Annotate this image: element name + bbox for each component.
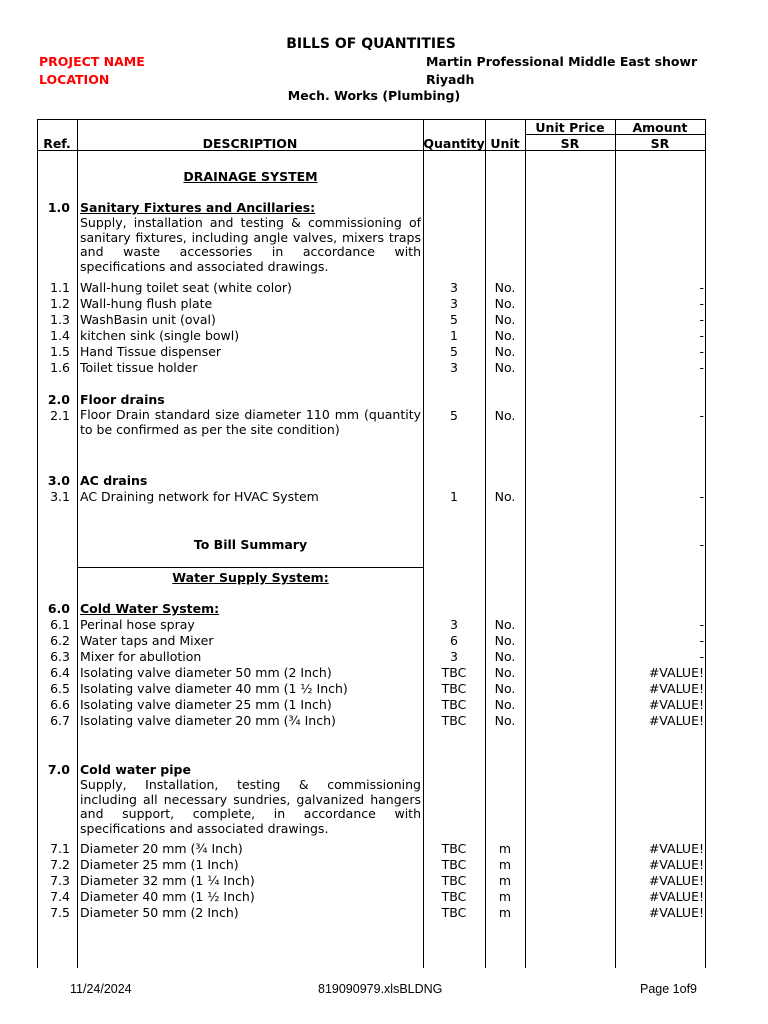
item-quantity: 3 xyxy=(450,280,458,295)
table-row xyxy=(37,857,706,873)
column-header-unit: Unit xyxy=(490,136,520,151)
item-quantity: TBC xyxy=(441,889,467,904)
section-description: Supply, installation and testing & commissioning of sanitary fixtures, including angle valves, mixers traps and waste accessories in accordance with specifications and associated drawings. xyxy=(80,215,421,274)
item-description: kitchen sink (single bowl) xyxy=(80,328,240,343)
table-row xyxy=(37,360,706,376)
item-ref: 3.1 xyxy=(50,489,70,504)
item-ref: 6.2 xyxy=(50,633,70,648)
item-amount: #VALUE! xyxy=(648,713,704,728)
item-quantity: 6 xyxy=(450,633,458,648)
item-unit: No. xyxy=(494,312,516,327)
item-description: Water taps and Mixer xyxy=(80,633,214,648)
item-quantity: TBC xyxy=(441,697,467,712)
item-description: Hand Tissue dispenser xyxy=(80,344,222,359)
bill-summary-amount: - xyxy=(699,537,704,552)
table-row xyxy=(37,665,706,681)
item-description: Diameter 25 mm (1 Inch) xyxy=(80,857,239,872)
item-amount: - xyxy=(699,296,704,311)
item-amount: #VALUE! xyxy=(648,905,704,920)
item-amount: - xyxy=(699,649,704,664)
item-ref: 1.3 xyxy=(50,312,70,327)
item-amount: - xyxy=(699,280,704,295)
item-ref: 1.6 xyxy=(50,360,70,375)
item-ref: 1.4 xyxy=(50,328,70,343)
item-quantity: 3 xyxy=(450,617,458,632)
item-description: Diameter 40 mm (1 ½ Inch) xyxy=(80,889,255,904)
item-amount: - xyxy=(699,344,704,359)
table-row xyxy=(37,713,706,729)
location-label: LOCATION xyxy=(39,72,110,87)
item-ref: 1.5 xyxy=(50,344,70,359)
item-ref: 7.5 xyxy=(50,905,70,920)
section-ref: 2.0 xyxy=(47,392,70,407)
section-row-6 xyxy=(37,601,706,617)
item-quantity: TBC xyxy=(441,905,467,920)
table-row xyxy=(37,312,706,328)
section-title: AC drains xyxy=(80,473,148,488)
footer-filename: 819090979.xlsBLDNG xyxy=(318,982,443,996)
item-description: Wall-hung flush plate xyxy=(80,296,213,311)
item-amount: #VALUE! xyxy=(648,889,704,904)
item-description: Isolating valve diameter 25 mm (1 Inch) xyxy=(80,697,332,712)
item-quantity: 1 xyxy=(450,489,458,504)
item-amount: #VALUE! xyxy=(648,697,704,712)
table-row xyxy=(37,889,706,905)
item-unit: No. xyxy=(494,633,516,648)
section-heading-drainage: DRAINAGE SYSTEM xyxy=(183,169,318,184)
table-row xyxy=(37,905,706,921)
column-header-amount-currency: SR xyxy=(650,136,670,151)
item-amount: - xyxy=(699,489,704,504)
item-quantity: TBC xyxy=(441,681,467,696)
item-amount: #VALUE! xyxy=(648,873,704,888)
item-unit: No. xyxy=(494,296,516,311)
boq-table xyxy=(37,119,706,968)
item-quantity: 1 xyxy=(450,328,458,343)
item-description: Diameter 32 mm (1 ¼ Inch) xyxy=(80,873,255,888)
section-ref: 6.0 xyxy=(47,601,70,616)
item-unit: No. xyxy=(494,344,516,359)
item-ref: 7.2 xyxy=(50,857,70,872)
table-row xyxy=(37,697,706,713)
item-amount: #VALUE! xyxy=(648,841,704,856)
item-ref: 2.1 xyxy=(50,408,70,423)
item-description: Toilet tissue holder xyxy=(80,360,198,375)
item-unit: m xyxy=(498,905,512,920)
item-unit: m xyxy=(498,889,512,904)
item-quantity: 5 xyxy=(450,344,458,359)
item-description: Isolating valve diameter 50 mm (2 Inch) xyxy=(80,665,332,680)
table-row xyxy=(37,344,706,360)
footer-page-number: Page 1of9 xyxy=(640,982,697,996)
item-ref: 1.1 xyxy=(50,280,70,295)
table-row xyxy=(37,681,706,697)
item-ref: 6.6 xyxy=(50,697,70,712)
item-quantity: TBC xyxy=(441,665,467,680)
item-unit: m xyxy=(498,873,512,888)
grid-line xyxy=(77,567,423,568)
item-description: WashBasin unit (oval) xyxy=(80,312,216,327)
item-quantity: TBC xyxy=(441,873,467,888)
item-ref: 7.1 xyxy=(50,841,70,856)
item-unit: No. xyxy=(494,617,516,632)
item-quantity: TBC xyxy=(441,857,467,872)
item-description: Isolating valve diameter 40 mm (1 ½ Inch) xyxy=(80,681,348,696)
item-unit: m xyxy=(498,857,512,872)
item-ref: 7.4 xyxy=(50,889,70,904)
item-ref: 7.3 xyxy=(50,873,70,888)
section-row-2 xyxy=(37,392,706,408)
item-description: Diameter 20 mm (¾ Inch) xyxy=(80,841,243,856)
item-amount: - xyxy=(699,328,704,343)
item-amount: - xyxy=(699,312,704,327)
column-header-unit-price-currency: SR xyxy=(560,136,580,151)
footer-date: 11/24/2024 xyxy=(70,982,132,996)
item-description: Perinal hose spray xyxy=(80,617,195,632)
item-amount: - xyxy=(699,360,704,375)
item-unit: No. xyxy=(494,681,516,696)
project-name-label: PROJECT NAME xyxy=(39,54,145,69)
section-title: Sanitary Fixtures and Ancillaries: xyxy=(80,200,316,215)
item-description: Isolating valve diameter 20 mm (¾ Inch) xyxy=(80,713,336,728)
table-row xyxy=(37,617,706,633)
section-row-1 xyxy=(37,200,706,216)
item-description: Floor Drain standard size diameter 110 mm (quantity to be confirmed as per the site condition) xyxy=(80,407,421,437)
project-name-value: Martin Professional Middle East showr xyxy=(426,54,698,69)
table-row xyxy=(37,280,706,296)
item-quantity: 3 xyxy=(450,649,458,664)
table-row xyxy=(37,841,706,857)
column-header-quantity: Quantity xyxy=(423,136,485,151)
table-row xyxy=(37,489,706,505)
section-description: Supply, Installation, testing & commissioning including all necessary sundries, galvanized hangers and support, complete, in accordance with specifications and associated drawings. xyxy=(80,777,421,836)
document-subtitle: Mech. Works (Plumbing) xyxy=(287,88,461,103)
table-row xyxy=(37,296,706,312)
item-unit: No. xyxy=(494,489,516,504)
item-amount: - xyxy=(699,617,704,632)
item-ref: 6.7 xyxy=(50,713,70,728)
item-ref: 6.5 xyxy=(50,681,70,696)
column-header-description: DESCRIPTION xyxy=(202,136,298,151)
column-header-amount: Amount xyxy=(632,120,688,135)
item-unit: No. xyxy=(494,360,516,375)
section-title: Cold water pipe xyxy=(80,762,191,777)
item-description: Diameter 50 mm (2 Inch) xyxy=(80,905,239,920)
item-quantity: 5 xyxy=(450,408,458,423)
item-amount: - xyxy=(699,633,704,648)
item-quantity: TBC xyxy=(441,841,467,856)
column-header-ref: Ref. xyxy=(43,136,71,151)
section-title: Cold Water System: xyxy=(80,601,220,616)
item-quantity: 5 xyxy=(450,312,458,327)
item-description: Wall-hung toilet seat (white color) xyxy=(80,280,292,295)
section-ref: 7.0 xyxy=(47,762,70,777)
column-header-unit-price: Unit Price xyxy=(535,120,605,135)
table-row xyxy=(37,328,706,344)
item-ref: 1.2 xyxy=(50,296,70,311)
section-title: Floor drains xyxy=(80,392,165,407)
item-ref: 6.1 xyxy=(50,617,70,632)
section-ref: 3.0 xyxy=(47,473,70,488)
location-value: Riyadh xyxy=(426,72,475,87)
table-row xyxy=(37,649,706,665)
item-unit: No. xyxy=(494,649,516,664)
section-ref: 1.0 xyxy=(47,200,70,215)
item-unit: m xyxy=(498,841,512,856)
document-title: BILLS OF QUANTITIES xyxy=(286,36,456,52)
item-unit: No. xyxy=(494,665,516,680)
item-quantity: 3 xyxy=(450,296,458,311)
item-unit: No. xyxy=(494,697,516,712)
item-ref: 6.3 xyxy=(50,649,70,664)
section-row-7 xyxy=(37,762,706,778)
item-quantity: 3 xyxy=(450,360,458,375)
item-quantity: TBC xyxy=(441,713,467,728)
section-row-3 xyxy=(37,473,706,489)
item-unit: No. xyxy=(494,280,516,295)
section-heading-water-supply: Water Supply System: xyxy=(172,570,329,585)
item-amount: - xyxy=(699,408,704,423)
table-row xyxy=(37,873,706,889)
item-ref: 6.4 xyxy=(50,665,70,680)
item-amount: #VALUE! xyxy=(648,857,704,872)
to-bill-summary: To Bill Summary xyxy=(193,537,308,552)
item-amount: #VALUE! xyxy=(648,665,704,680)
item-unit: No. xyxy=(494,328,516,343)
item-unit: No. xyxy=(494,408,516,423)
item-description: AC Draining network for HVAC System xyxy=(80,489,319,504)
item-description: Mixer for abullotion xyxy=(80,649,202,664)
table-row xyxy=(37,633,706,649)
item-unit: No. xyxy=(494,713,516,728)
item-amount: #VALUE! xyxy=(648,681,704,696)
